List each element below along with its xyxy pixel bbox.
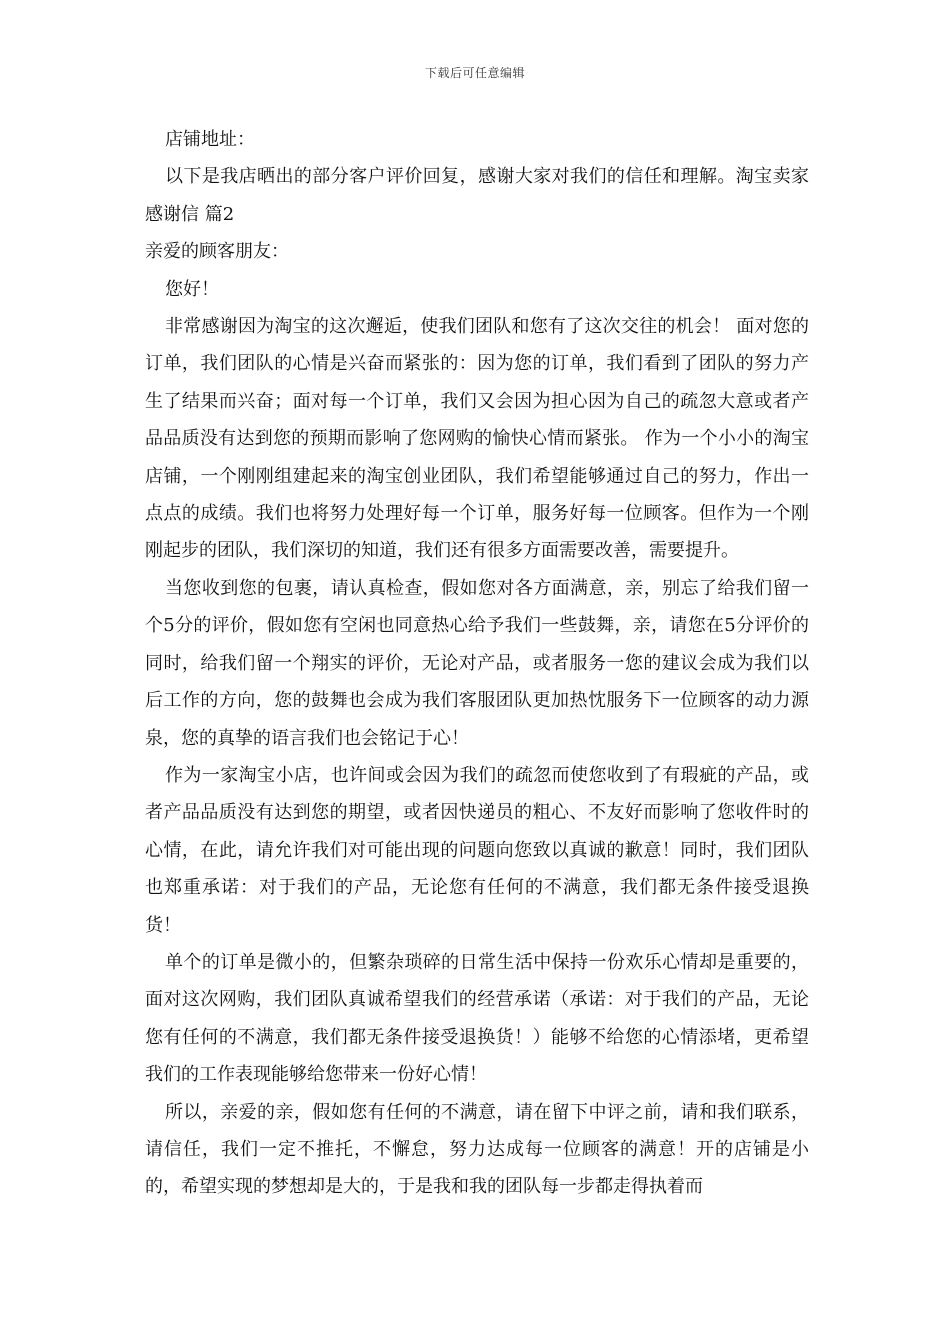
paragraph-greeting: 您好！ — [165, 278, 219, 300]
paragraph-intro: 以下是我店晒出的部分客户评价回复，感谢大家对我们的信任和理解。淘宝卖家感谢信 篇2 — [145, 166, 809, 225]
paragraph-body-5: 所以，亲爱的亲，假如您有任何的不满意，请在留下中评之前，请和我们联系，请信任，我们一定不推托，不懈怠，努力达成每一位顾客的满意！开的店铺是小的，希望实现的梦想却是大的，于是我和我的团队每一步都走得执着而 — [145, 1101, 809, 1198]
paragraph-body-3: 作为一家淘宝小店，也许间或会因为我们的疏忽而使您收到了有瑕疵的产品，或者产品品质没有达到您的期望，或者因快递员的粗心、不友好而影响了您收件时的心情，在此，请允许我们对可能出现的问题向您致以真诚的歉意！同时，我们团队也郑重承诺：对于我们的产品，无论您有任何的不满意，我们都无条件接受退换货！ — [145, 764, 809, 936]
paragraph-body-4: 单个的订单是微小的，但繁杂琐碎的日常生活中保持一份欢乐心情却是重要的，面对这次网购，我们团队真诚希望我们的经营承诺（承诺：对于我们的产品，无论您有任何的不满意，我们都无条件接受退换货！）能够不给您的心情添堵，更希望我们的工作表现能够给您带来一份好心情！ — [145, 951, 809, 1086]
paragraph-shop-address: 店铺地址： — [165, 129, 255, 150]
document-body — [145, 121, 809, 1206]
page-header-note: 下载后可任意编辑 — [424, 66, 525, 80]
paragraph-body-1: 非常感谢因为淘宝的这次邂逅，使我们团队和您有了这次交往的机会！ 面对您的订单，我们团队的心情是兴奋而紧张的：因为您的订单，我们看到了团队的努力产生了结果而兴奋；面对每一个订单，我们又会因为担心因为自己的疏忽大意或者产品品质没有达到您的预期而影响了您网购的愉快心情而紧张。 作为一个小小的淘宝店铺，一个刚刚组建起来的淘宝创业团队，我们希望能够通过自己的努力，作出一点点的成绩。我们也将努力处理好每一个订单，服务好每一位顾客。但作为一个刚刚起步的团队，我们深切的知道，我们还有很多方面需要改善，需要提升。 — [145, 316, 809, 562]
paragraph-salutation: 亲爱的顾客朋友： — [145, 241, 289, 263]
paragraph-body-2: 当您收到您的包裹，请认真检查，假如您对各方面满意，亲，别忘了给我们留一个5分的评价，假如您有空闲也同意热心给予我们一些鼓舞，亲，请您在5分评价的同时，给我们留一个翔实的评价，无论对产品，或者服务一您的建议会成为我们以后工作的方向，您的鼓舞也会成为我们客服团队更加热忱服务下一位顾客的动力源泉，您的真挚的语言我们也会铭记于心！ — [145, 577, 809, 749]
